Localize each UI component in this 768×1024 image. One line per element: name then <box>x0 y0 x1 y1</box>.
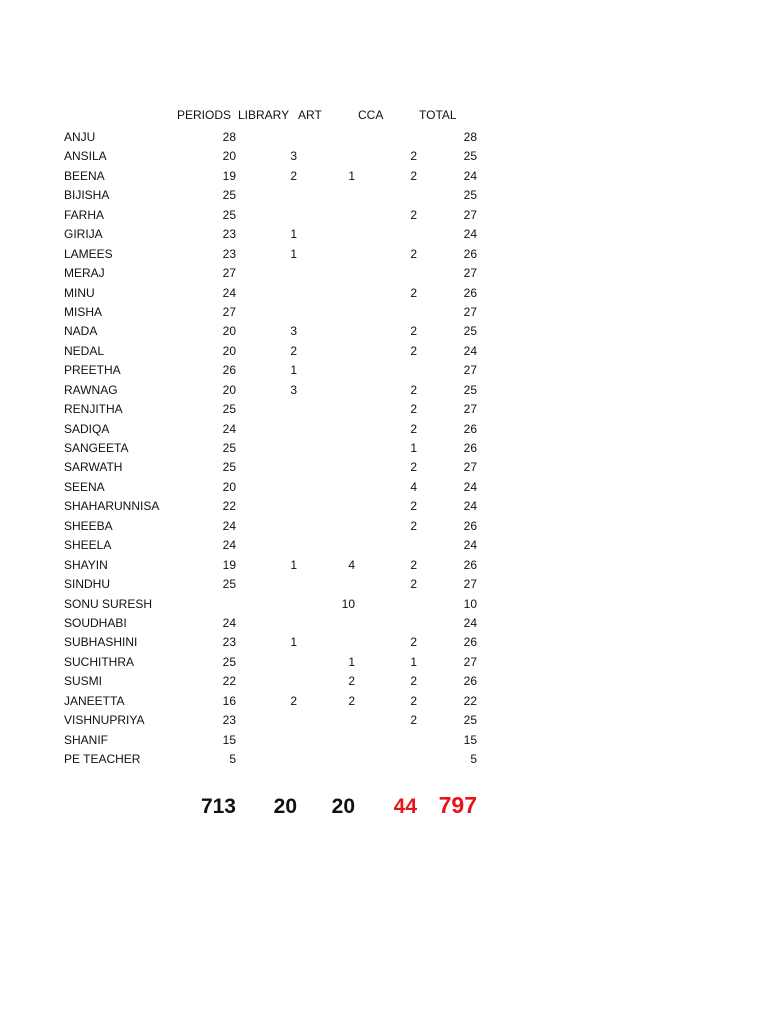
cell-cca: 2 <box>410 460 417 475</box>
cell-cca: 2 <box>410 674 417 689</box>
cell-periods: 27 <box>222 266 236 281</box>
cell-name: ANSILA <box>64 149 107 164</box>
cell-name: SOUDHABI <box>64 615 127 630</box>
cell-name: ANJU <box>64 130 96 144</box>
cell-cca: 2 <box>410 324 417 339</box>
cell-name: PE TEACHER <box>64 752 141 766</box>
cell-total: 27 <box>463 460 477 475</box>
cell-total: 24 <box>463 615 477 630</box>
cell-total: 28 <box>463 130 477 144</box>
table-row <box>0 322 768 341</box>
cell-periods: 22 <box>222 674 236 689</box>
cell-name: SHAYIN <box>64 557 108 572</box>
table-row <box>0 206 768 225</box>
cell-art: 2 <box>348 693 355 708</box>
cell-name: JANEETTA <box>64 693 125 708</box>
table-row <box>0 167 768 186</box>
cell-periods: 24 <box>222 285 236 300</box>
cell-cca: 2 <box>410 168 417 183</box>
cell-total: 26 <box>463 635 477 650</box>
table-row <box>0 361 768 380</box>
cell-cca: 2 <box>410 246 417 261</box>
cell-total: 15 <box>463 732 477 747</box>
cell-total: 27 <box>463 266 477 281</box>
table-row <box>0 497 768 516</box>
cell-cca: 2 <box>410 285 417 300</box>
cell-art: 2 <box>348 674 355 689</box>
cell-name: SHEELA <box>64 538 112 553</box>
cell-cca: 4 <box>410 479 417 494</box>
cell-name: LAMEES <box>64 246 113 261</box>
cell-periods: 20 <box>222 382 236 397</box>
table-row <box>0 400 768 419</box>
cell-total: 25 <box>463 188 477 203</box>
cell-library: 3 <box>290 382 297 397</box>
cell-periods: 20 <box>222 324 236 339</box>
table-row <box>0 186 768 205</box>
cell-library: 1 <box>290 363 297 378</box>
cell-name: VISHNUPRIYA <box>64 713 145 728</box>
cell-periods: 26 <box>222 363 236 378</box>
table-row <box>0 614 768 633</box>
cell-total: 27 <box>463 402 477 417</box>
cell-total: 27 <box>463 577 477 592</box>
cell-art: 10 <box>341 596 355 611</box>
cell-name: RAWNAG <box>64 382 118 397</box>
table-row <box>0 575 768 594</box>
cell-total: 10 <box>463 596 477 611</box>
table-row <box>0 381 768 400</box>
cell-periods: 25 <box>222 460 236 475</box>
table-row <box>0 458 768 477</box>
table-row <box>0 750 768 769</box>
cell-total: 25 <box>463 713 477 728</box>
cell-total: 26 <box>463 674 477 689</box>
cell-periods: 24 <box>222 615 236 630</box>
cell-name: GIRIJA <box>64 227 103 242</box>
totals-row <box>0 792 768 822</box>
cell-periods: 27 <box>222 304 236 319</box>
table-row <box>0 556 768 575</box>
cell-cca: 1 <box>410 441 417 455</box>
cell-total: 26 <box>463 421 477 436</box>
cell-periods: 24 <box>222 421 236 436</box>
table-row <box>0 342 768 361</box>
cell-cca: 2 <box>410 557 417 572</box>
table-row <box>0 633 768 652</box>
cell-total: 25 <box>463 149 477 164</box>
cell-cca: 2 <box>410 635 417 650</box>
cell-periods: 25 <box>222 441 236 455</box>
cell-library: 2 <box>290 343 297 358</box>
cell-name: SONU SURESH <box>64 596 153 611</box>
table-row <box>0 536 768 555</box>
table-row <box>0 692 768 711</box>
header-periods: PERIODS <box>177 108 232 122</box>
cell-periods: 23 <box>222 246 236 261</box>
cell-name: SHAHARUNNISA <box>64 499 160 514</box>
cell-total: 26 <box>463 557 477 572</box>
cell-periods: 15 <box>222 732 236 747</box>
cell-periods: 23 <box>222 713 236 728</box>
cell-name: NADA <box>64 324 98 339</box>
header-library: LIBRARY <box>238 108 290 122</box>
cell-name: SHEEBA <box>64 518 113 533</box>
cell-total: 24 <box>463 538 477 553</box>
cell-name: SARWATH <box>64 460 123 475</box>
cell-total: 24 <box>463 479 477 494</box>
cell-library: 2 <box>290 168 297 183</box>
cell-name: FARHA <box>64 207 105 222</box>
table-row <box>0 653 768 672</box>
cell-name: SEENA <box>64 479 105 494</box>
cell-library: 1 <box>290 635 297 650</box>
cell-name: SUCHITHRA <box>64 654 135 669</box>
cell-periods: 22 <box>222 499 236 514</box>
cell-cca: 2 <box>410 713 417 728</box>
cell-total: 24 <box>463 343 477 358</box>
cell-name: SINDHU <box>64 577 111 592</box>
total-library: 20 <box>273 795 297 818</box>
cell-name: SADIQA <box>64 421 110 436</box>
cell-cca: 2 <box>410 382 417 397</box>
cell-total: 24 <box>463 499 477 514</box>
column-header-row <box>0 108 768 126</box>
cell-total: 5 <box>470 752 477 766</box>
table-row <box>0 439 768 458</box>
cell-total: 27 <box>463 304 477 319</box>
table-row <box>0 264 768 283</box>
cell-total: 27 <box>463 207 477 222</box>
cell-name: SANGEETA <box>64 441 129 455</box>
table-row <box>0 128 768 147</box>
cell-total: 26 <box>463 285 477 300</box>
cell-periods: 20 <box>222 149 236 164</box>
cell-total: 25 <box>463 324 477 339</box>
cell-art: 4 <box>348 557 355 572</box>
header-cca: CCA <box>358 108 384 122</box>
cell-total: 26 <box>463 246 477 261</box>
cell-cca: 2 <box>410 402 417 417</box>
cell-total: 25 <box>463 382 477 397</box>
cell-art: 1 <box>348 168 355 183</box>
cell-cca: 2 <box>410 518 417 533</box>
cell-name: MINU <box>64 285 95 300</box>
cell-total: 24 <box>463 168 477 183</box>
cell-name: MISHA <box>64 304 103 319</box>
table-row <box>0 245 768 264</box>
cell-library: 1 <box>290 557 297 572</box>
cell-cca: 2 <box>410 577 417 592</box>
cell-total: 27 <box>463 654 477 669</box>
table-row <box>0 672 768 691</box>
cell-name: SUBHASHINI <box>64 635 138 650</box>
cell-cca: 2 <box>410 149 417 164</box>
cell-periods: 5 <box>229 752 236 766</box>
cell-name: SHANIF <box>64 732 109 747</box>
table-row <box>0 478 768 497</box>
cell-library: 3 <box>290 149 297 164</box>
cell-name: BEENA <box>64 168 105 183</box>
cell-library: 3 <box>290 324 297 339</box>
cell-periods: 25 <box>222 402 236 417</box>
cell-library: 2 <box>290 693 297 708</box>
cell-periods: 28 <box>222 130 236 144</box>
teacher-rows <box>0 128 768 769</box>
table-row <box>0 225 768 244</box>
cell-library: 1 <box>290 246 297 261</box>
cell-periods: 25 <box>222 188 236 203</box>
total-periods: 713 <box>200 795 236 818</box>
table-row <box>0 147 768 166</box>
cell-library: 1 <box>290 227 297 242</box>
cell-periods: 20 <box>222 343 236 358</box>
table-row <box>0 731 768 750</box>
cell-name: RENJITHA <box>64 402 123 417</box>
cell-name: NEDAL <box>64 343 105 358</box>
cell-periods: 24 <box>222 538 236 553</box>
cell-total: 26 <box>463 441 477 455</box>
cell-name: PREETHA <box>64 363 121 378</box>
cell-cca: 2 <box>410 343 417 358</box>
cell-cca: 2 <box>410 421 417 436</box>
cell-periods: 24 <box>222 518 236 533</box>
cell-total: 26 <box>463 518 477 533</box>
total-cca: 44 <box>393 795 417 818</box>
cell-periods: 25 <box>222 654 236 669</box>
table-row <box>0 595 768 614</box>
cell-art: 1 <box>348 654 355 669</box>
table-row <box>0 303 768 322</box>
cell-cca: 1 <box>410 654 417 669</box>
cell-periods: 20 <box>222 479 236 494</box>
cell-periods: 23 <box>222 227 236 242</box>
cell-periods: 19 <box>222 557 236 572</box>
cell-periods: 25 <box>222 207 236 222</box>
table-row <box>0 711 768 730</box>
cell-periods: 16 <box>222 693 236 708</box>
table-row <box>0 420 768 439</box>
cell-name: BIJISHA <box>64 188 110 203</box>
total-art: 20 <box>331 795 355 818</box>
cell-name: MERAJ <box>64 266 105 281</box>
cell-cca: 2 <box>410 207 417 222</box>
header-total: TOTAL <box>419 108 457 122</box>
cell-periods: 19 <box>222 168 236 183</box>
cell-periods: 23 <box>222 635 236 650</box>
table-row <box>0 284 768 303</box>
table-row <box>0 517 768 536</box>
grand-total: 797 <box>438 792 477 818</box>
cell-name: SUSMI <box>64 674 103 689</box>
cell-total: 22 <box>463 693 477 708</box>
cell-periods: 25 <box>222 577 236 592</box>
cell-cca: 2 <box>410 499 417 514</box>
header-art: ART <box>298 108 322 122</box>
cell-total: 27 <box>463 363 477 378</box>
cell-total: 24 <box>463 227 477 242</box>
cell-cca: 2 <box>410 693 417 708</box>
